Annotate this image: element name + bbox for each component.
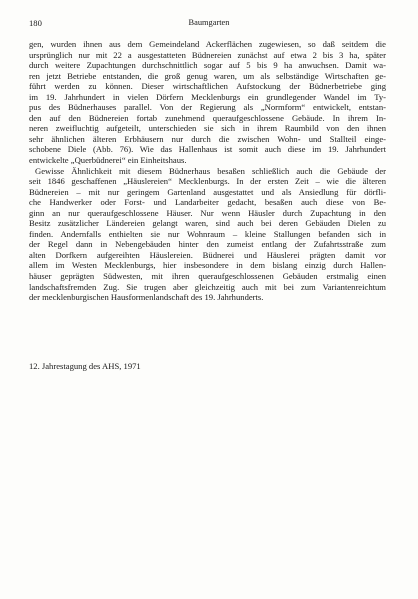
text-line: entwickelte „Querbüdnerei“ ein Einheitshaus. bbox=[29, 155, 187, 166]
text-line: neren zweifluchtig aufgeteilt, unterschieden sie sich in ihrem Raumbild von den ihnen bbox=[29, 123, 386, 134]
text-line: Büdnereien – mit nur geringem Gartenland ausgestattet und als Ansiedlung für dörfli- bbox=[29, 186, 386, 197]
text-line: Besitz zusätzlicher Ländereien gelangt waren, sind auch bei deren Gebäuden Dielen zu bbox=[29, 218, 386, 229]
text-line: der Regel dann in Nebengebäuden hinter den zumeist entlang der Zufahrtsstraße zum bbox=[29, 239, 386, 250]
text-line: allem im Westen Mecklenburgs, hier insbesondere in dem bislang einzig durch Hallen- bbox=[29, 260, 386, 271]
text-line: ursprünglich nur mit 22 a ausgestatteten Büdnereien zunächst auf etwa 2 bis 3 ha, später bbox=[29, 49, 386, 60]
text-line: alten Dorfkern aufgereihten Häuslereien. Büdnerei und Häuslerei prägten damit vor bbox=[29, 249, 386, 260]
text-line: schobene Diele (Abb. 76). Wie das Hallenhaus ist somit auch diese im 19. Jahrhundert bbox=[29, 144, 386, 155]
footnote: 12. Jahrestagung des AHS, 1971 bbox=[29, 361, 141, 371]
text-line: che Handwerker oder Forst- und Landarbeiter gedacht, besaßen auch diese von Be- bbox=[29, 197, 386, 208]
text-line: ginn an nur queraufgeschlossene Häuser. Nur wenn Häusler durch Zupachtung in den bbox=[29, 207, 386, 218]
paragraph-1 bbox=[29, 39, 386, 166]
text-line: im 19. Jahrhundert in vielen Dörfern Mecklenburgs ein grundlegender Wandel im Ty- bbox=[29, 91, 386, 102]
text-line: landschaftsfremden Zug. Sie trugen aber gleichzeitig auch mit bei zum Variantenreichtum bbox=[29, 281, 386, 292]
text-line: seit 1846 geschaffenen „Häuslereien“ Mecklenburgs. In der ersten Zeit – wie die älteren bbox=[29, 176, 386, 187]
text-line: häuser geprägten Südwesten, mit ihren queraufgeschlossenen Gebäuden erstmalig einen bbox=[29, 271, 386, 282]
paragraph-2 bbox=[29, 166, 386, 303]
text-line: finden. Andernfalls enthielten sie nur Wohnraum – kleine Stallungen befanden sich in bbox=[29, 228, 386, 239]
running-head: Baumgarten bbox=[188, 18, 230, 27]
text-line: den auf den Büdnereien fortab zunehmend queraufgeschlossene Gebäude. In ihrem In- bbox=[29, 112, 386, 123]
text-line: ren jetzt Betriebe entstanden, die groß genug waren, um als selbständige Wirtschaften ge- bbox=[29, 70, 386, 81]
text-line: der mecklenburgischen Hausformenlandschaft des 19. Jahrhunderts. bbox=[29, 292, 264, 303]
body-text bbox=[29, 39, 386, 303]
text-line: pus des Büdnerhauses parallel. Von der Regierung als „Normform“ entwickelt, entstan- bbox=[29, 102, 386, 113]
page-number: 180 bbox=[29, 18, 42, 28]
text-line: sehr ähnlichen älteren Erbhäusern nur durch die zwischen Wohn- und Stallteil einge- bbox=[29, 133, 386, 144]
text-line: gen, wurden ihnen aus dem Gemeindeland Ackerflächen zugewiesen, so daß seitdem die bbox=[29, 39, 386, 49]
text-line: Gewisse Ähnlichkeit mit diesem Büdnerhaus besaßen schließlich auch die Gebäude der bbox=[35, 165, 386, 176]
text-line: durch weitere Zupachtungen durchschnittlich sogar auf 5 bis 9 ha anwuchsen. Damit wa- bbox=[29, 60, 386, 71]
text-line: führt werden zu können. Dieser wirtschaftlichen Aufstockung der Büdnerbetriebe ging bbox=[29, 81, 386, 92]
